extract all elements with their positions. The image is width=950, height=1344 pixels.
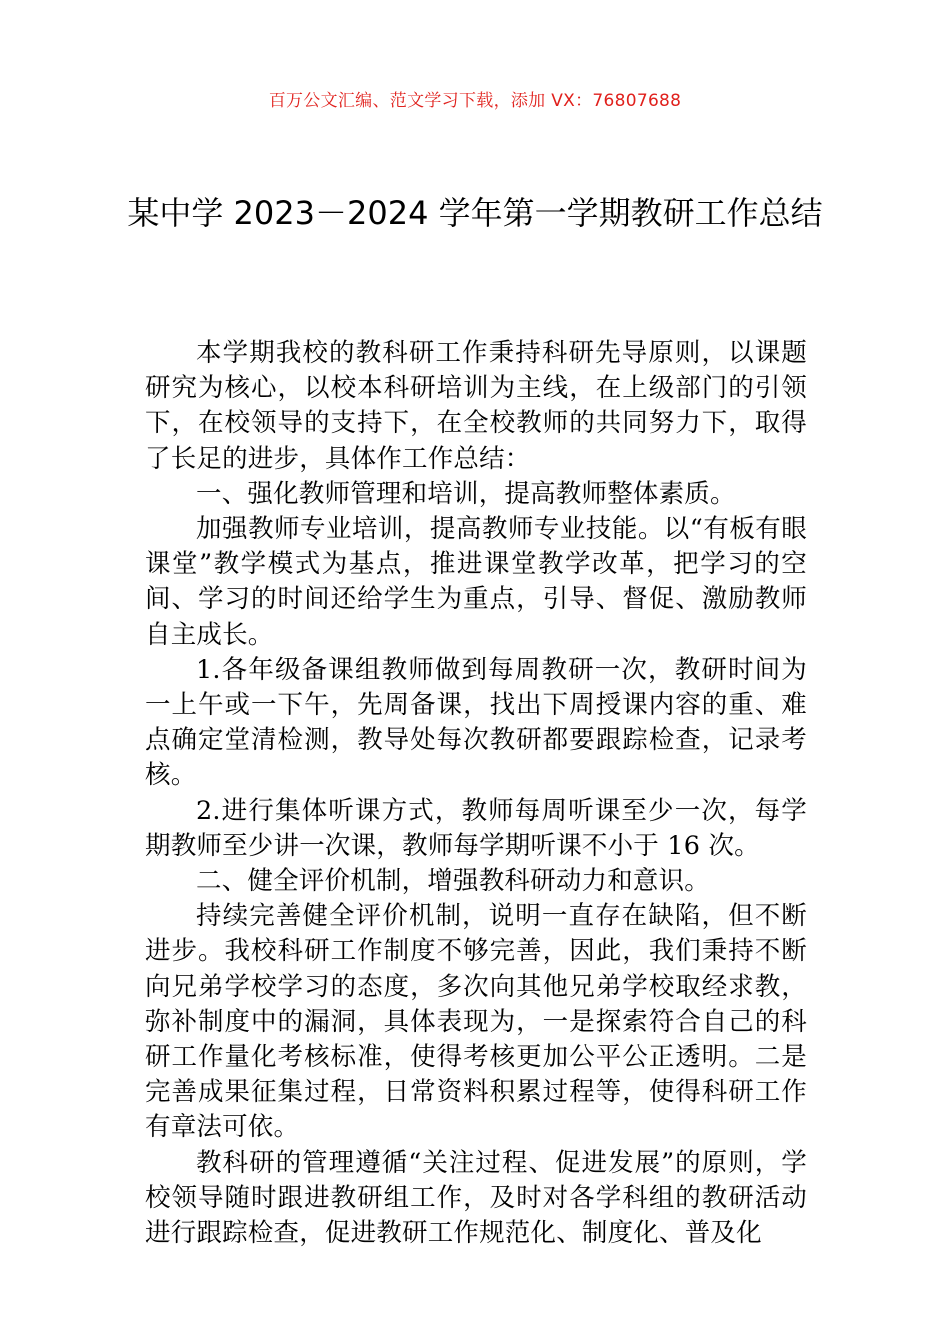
header-watermark-note: 百万公文汇编、范文学习下载，添加 VX：76807688 — [268, 91, 682, 111]
list-item-2: 2.进行集体听课方式，教师每周听课至少一次，每学期教师至少讲一次课，教师每学期听课不小于 16 次。 — [145, 795, 807, 861]
paragraph-evaluation: 持续完善健全评价机制，说明一直存在缺陷，但不断进步。我校科研工作制度不够完善，因此，我们秉持不断向兄弟学校学习的态度，多次向其他兄弟学校取经求教，弥补制度中的漏洞，具体表现为，一是探索符合自己的科研工作量化考核标准，使得考核更加公平公正透明。二是完善成果征集过程，日常资料积累过程等，使得科研工作有章法可依。 — [145, 901, 807, 1143]
list-item-1: 1.各年级备课组教师做到每周教研一次，教研时间为一上午或一下午，先周备课，找出下周授课内容的重、难点确定堂清检测，教导处每次教研都要跟踪检查，记录考核。 — [145, 654, 807, 791]
section-heading-1: 一、强化教师管理和培训，提高教师整体素质。 — [196, 478, 736, 509]
paragraph-management: 教科研的管理遵循“关注过程、促进发展”的原则，学校领导随时跟进教研组工作，及时对各学科组的教研活动进行跟踪检查，促进教研工作规范化、制度化、普及化 — [145, 1147, 807, 1249]
document-title: 某中学 2023－2024 学年第一学期教研工作总结 — [127, 194, 823, 232]
paragraph-intro: 本学期我校的教科研工作秉持科研先导原则，以课题研究为核心，以校本科研培训为主线，在上级部门的引领下，在校领导的支持下，在全校教师的共同努力下，取得了长足的进步，具体作工作总结： — [145, 338, 807, 474]
paragraph-training: 加强教师专业培训，提高教师专业技能。以“有板有眼课堂”教学模式为基点，推进课堂教学改革，把学习的空间、学习的时间还给学生为重点，引导、督促、激励教师自主成长。 — [145, 514, 807, 650]
document-body — [145, 336, 807, 1251]
section-heading-2: 二、健全评价机制，增强教科研动力和意识。 — [196, 866, 711, 897]
